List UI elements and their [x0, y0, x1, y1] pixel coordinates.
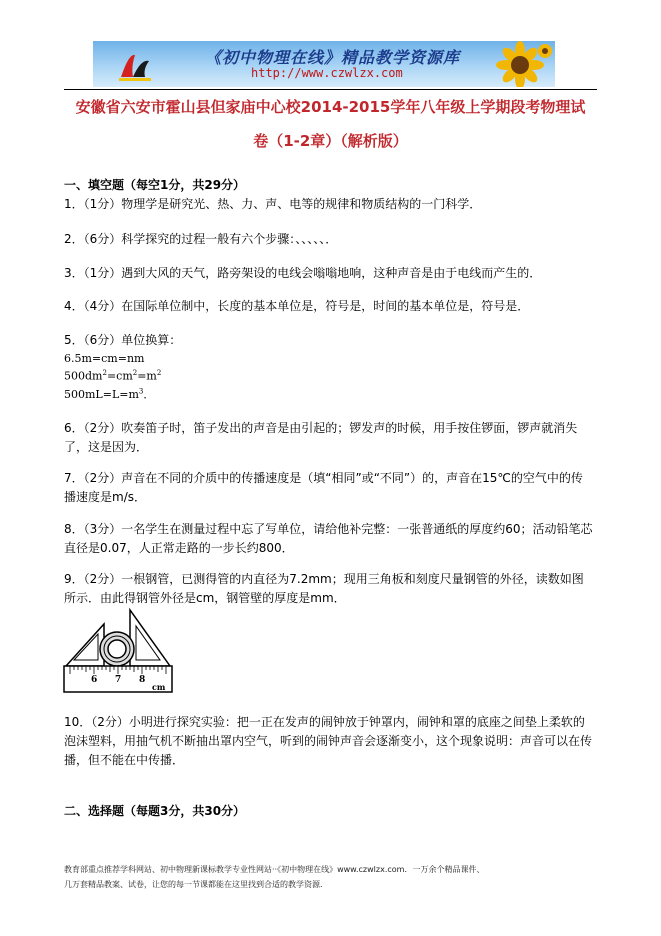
q5-line-2: $500dm^2=cm^2=m^2$: [64, 369, 162, 383]
doc-title-line1: 安徽省六安市霍山县但家庙中心校2014-2015学年八年级上学期段考物理试: [75, 98, 586, 116]
banner-slogan: 《初中物理在线》精品教学资源库: [205, 48, 461, 67]
question-9: 9．（2分）一根钢管，已测得管的内直径为7.2mm；现用三角板和刻度尺量钢管的外径，读数如图所示．由此得钢管外径是cm，钢管壁的厚度是mm．: [64, 572, 584, 605]
question-1: 1．（1分）物理学是研究光、热、力、声、电等的规律和物质结构的一门科学．: [64, 197, 482, 211]
doc-title-line2: 卷（1-2章）（解析版）: [253, 132, 408, 150]
question-10: 10．（2分）小明进行探究实验：把一正在发声的闹钟放于钟罩内，闹钟和罩的底座之间垫上柔软的泡沫塑料，用抽气机不断抽出罩内空气，听到的闹钟声音会逐渐变小，这个现象说明：声音可以在传播，但不能在中传播．: [64, 715, 593, 767]
question-4: 4．（4分）在国际单位制中，长度的基本单位是，符号是，时间的基本单位是，符号是．: [64, 299, 530, 313]
ruler-unit: cm: [152, 682, 166, 692]
ruler-pipe-figure: [62, 596, 178, 696]
q5-line-1: 6.5m=cm=nm: [64, 352, 145, 365]
sunflower-icon: [485, 41, 555, 87]
section-heading-choice: 二、选择题（每题3分，共30分）: [64, 804, 246, 818]
footer-line-2: 几万套精品教案、试卷，让您的每一节课都能在这里找到合适的教学资源．: [64, 880, 328, 889]
ruler-label-8: 8: [139, 675, 146, 685]
banner-url: http://www.czwlzx.com: [251, 66, 403, 80]
q5-line-3: $500mL=L=m^3$．: [64, 387, 155, 401]
question-5: 5．（6分）单位换算：: [64, 333, 182, 347]
question-8: 8．（3分）一名学生在测量过程中忘了写单位，请给他补完整：一张普通纸的厚度约60；活动铅笔芯直径是0.07，人正常走路的一步长约800．: [64, 522, 593, 555]
site-banner: [93, 41, 555, 87]
pipe-inner: [108, 640, 126, 658]
question-2: 2．（6分）科学探究的过程一般有六个步骤：、、、、、．: [64, 232, 338, 246]
logo-icon: [115, 45, 155, 85]
question-3: 3．（1分）遇到大风的天气，路旁架设的电线会嗡嗡地响，这种声音是由于电线而产生的．: [64, 266, 542, 280]
section-heading-fill-blank: 一、填空题（每空1分，共29分）: [64, 178, 246, 192]
question-6: 6．（2分）吹奏笛子时，笛子发出的声音是由引起的；锣发声的时候，用手按住锣面，锣声就消失了，这是因为．: [64, 421, 578, 454]
ruler-label-6: 6: [91, 675, 98, 685]
question-7: 7．（2分）声音在不同的介质中的传播速度是（填“相同”或“不同”）的，声音在15℃的空气中的传播速度是m/s．: [64, 471, 583, 504]
footer-line-1: 教育部重点推荐学科网站、初中物理新课标教学专业性网站··《初中物理在线》www.czwlzx.com．一万余个精品课件、: [64, 865, 485, 874]
ruler-label-7: 7: [115, 675, 122, 685]
header-rule: [64, 89, 597, 90]
